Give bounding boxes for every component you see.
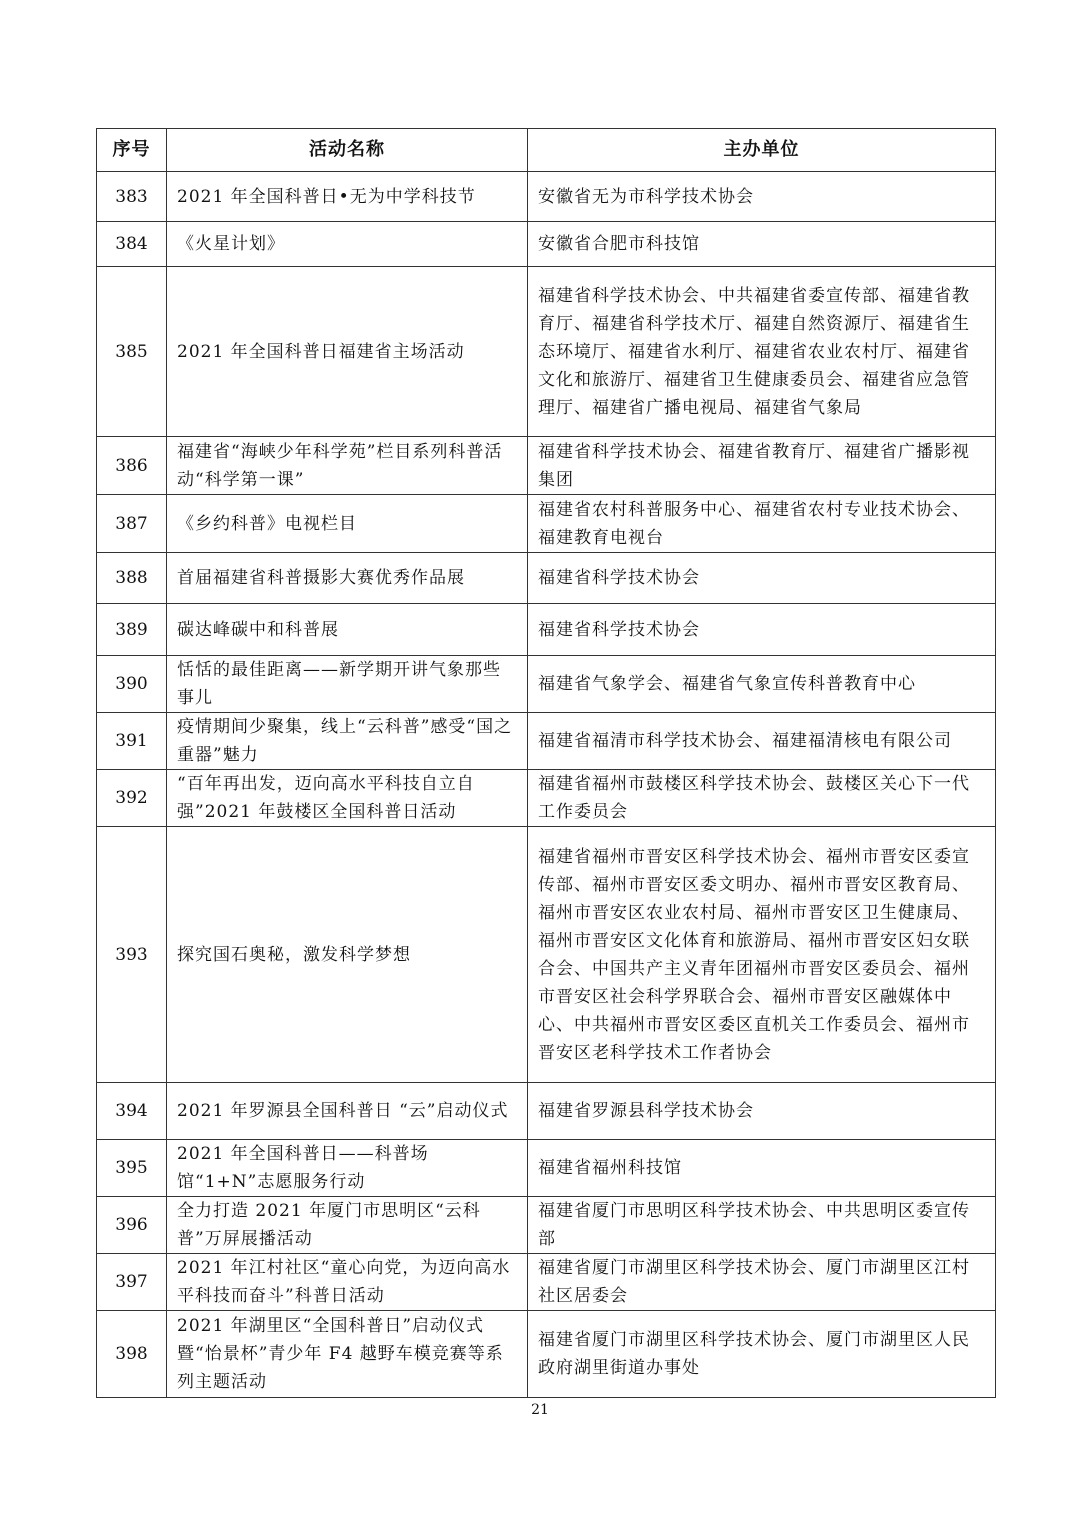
row-index: 384 bbox=[97, 222, 167, 267]
row-index: 387 bbox=[97, 495, 167, 553]
row-activity-name: 探究国石奥秘，激发科学梦想 bbox=[167, 827, 528, 1083]
row-activity-name: 2021 年全国科普日——科普场馆“1+N”志愿服务行动 bbox=[167, 1140, 528, 1197]
table-row bbox=[97, 1083, 996, 1140]
row-organizer: 福建省科学技术协会、福建省教育厅、福建省广播影视集团 bbox=[528, 437, 996, 495]
row-activity-name: 2021 年江村社区“童心向党，为迈向高水平科技而奋斗”科普日活动 bbox=[167, 1254, 528, 1311]
row-organizer: 福建省福州市晋安区科学技术协会、福州市晋安区委宣传部、福州市晋安区委文明办、福州市晋安区教育局、福州市晋安区农业农村局、福州市晋安区卫生健康局、福州市晋安区文化体育和旅游局、福州市晋安区妇女联合会、中国共产主义青年团福州市晋安区委员会、福州市晋安区社会科学界联合会、福州市晋安区融媒体中心、中共福州市晋安区委区直机关工作委员会、福州市晋安区老科学技术工作者协会 bbox=[528, 827, 996, 1083]
header-organizer: 主办单位 bbox=[528, 129, 996, 172]
row-activity-name: 恬恬的最佳距离——新学期开讲气象那些事儿 bbox=[167, 656, 528, 713]
row-index: 390 bbox=[97, 656, 167, 713]
row-activity-name: 2021 年全国科普日•无为中学科技节 bbox=[167, 172, 528, 222]
row-activity-name: 全力打造 2021 年厦门市思明区“云科普”万屏展播活动 bbox=[167, 1197, 528, 1254]
table-row bbox=[97, 1197, 996, 1254]
activity-table bbox=[96, 128, 996, 1398]
table-row bbox=[97, 827, 996, 1083]
table-row bbox=[97, 267, 996, 437]
row-activity-name: 2021 年罗源县全国科普日 “云”启动仪式 bbox=[167, 1083, 528, 1140]
table-row bbox=[97, 172, 996, 222]
table-row bbox=[97, 222, 996, 267]
table-row bbox=[97, 495, 996, 553]
page-number: 21 bbox=[531, 1402, 549, 1418]
table-header-row bbox=[97, 129, 996, 172]
row-organizer: 安徽省合肥市科技馆 bbox=[528, 222, 996, 267]
row-index: 392 bbox=[97, 770, 167, 827]
row-organizer: 福建省福清市科学技术协会、福建福清核电有限公司 bbox=[528, 713, 996, 770]
header-index: 序号 bbox=[97, 129, 167, 172]
row-organizer: 福建省福州科技馆 bbox=[528, 1140, 996, 1197]
row-organizer: 福建省气象学会、福建省气象宣传科普教育中心 bbox=[528, 656, 996, 713]
row-index: 393 bbox=[97, 827, 167, 1083]
row-index: 396 bbox=[97, 1197, 167, 1254]
row-organizer: 福建省罗源县科学技术协会 bbox=[528, 1083, 996, 1140]
row-activity-name: 2021 年全国科普日福建省主场活动 bbox=[167, 267, 528, 437]
table-body bbox=[97, 172, 996, 1398]
row-organizer: 福建省厦门市湖里区科学技术协会、厦门市湖里区江村社区居委会 bbox=[528, 1254, 996, 1311]
row-activity-name: 《火星计划》 bbox=[167, 222, 528, 267]
row-organizer: 福建省农村科普服务中心、福建省农村专业技术协会、福建教育电视台 bbox=[528, 495, 996, 553]
row-index: 398 bbox=[97, 1311, 167, 1398]
row-activity-name: 福建省“海峡少年科学苑”栏目系列科普活动“科学第一课” bbox=[167, 437, 528, 495]
row-activity-name: 《乡约科普》电视栏目 bbox=[167, 495, 528, 553]
row-activity-name: “百年再出发，迈向高水平科技自立自强”2021 年鼓楼区全国科普日活动 bbox=[167, 770, 528, 827]
table-row bbox=[97, 604, 996, 656]
row-index: 386 bbox=[97, 437, 167, 495]
row-index: 397 bbox=[97, 1254, 167, 1311]
row-organizer: 福建省科学技术协会、中共福建省委宣传部、福建省教育厅、福建省科学技术厅、福建自然资源厅、福建省生态环境厅、福建省水利厅、福建省农业农村厅、福建省文化和旅游厅、福建省卫生健康委员会、福建省应急管理厅、福建省广播电视局、福建省气象局 bbox=[528, 267, 996, 437]
row-index: 394 bbox=[97, 1083, 167, 1140]
row-activity-name: 碳达峰碳中和科普展 bbox=[167, 604, 528, 656]
row-organizer: 福建省科学技术协会 bbox=[528, 553, 996, 604]
table-row bbox=[97, 553, 996, 604]
row-index: 383 bbox=[97, 172, 167, 222]
table-row bbox=[97, 656, 996, 713]
row-index: 388 bbox=[97, 553, 167, 604]
row-organizer: 福建省厦门市湖里区科学技术协会、厦门市湖里区人民政府湖里街道办事处 bbox=[528, 1311, 996, 1398]
table-row bbox=[97, 1254, 996, 1311]
row-organizer: 安徽省无为市科学技术协会 bbox=[528, 172, 996, 222]
row-activity-name: 首届福建省科普摄影大赛优秀作品展 bbox=[167, 553, 528, 604]
header-activity-name: 活动名称 bbox=[167, 129, 528, 172]
table-row bbox=[97, 437, 996, 495]
row-activity-name: 疫情期间少聚集，线上“云科普”感受“国之重器”魅力 bbox=[167, 713, 528, 770]
table-row bbox=[97, 1311, 996, 1398]
row-index: 395 bbox=[97, 1140, 167, 1197]
table-row bbox=[97, 713, 996, 770]
row-organizer: 福建省科学技术协会 bbox=[528, 604, 996, 656]
row-index: 389 bbox=[97, 604, 167, 656]
row-organizer: 福建省福州市鼓楼区科学技术协会、鼓楼区关心下一代工作委员会 bbox=[528, 770, 996, 827]
row-organizer: 福建省厦门市思明区科学技术协会、中共思明区委宣传部 bbox=[528, 1197, 996, 1254]
row-index: 391 bbox=[97, 713, 167, 770]
row-activity-name: 2021 年湖里区“全国科普日”启动仪式暨“怡景杯”青少年 F4 越野车模竞赛等系列主题活动 bbox=[167, 1311, 528, 1398]
table-row bbox=[97, 1140, 996, 1197]
row-index: 385 bbox=[97, 267, 167, 437]
table-row bbox=[97, 770, 996, 827]
